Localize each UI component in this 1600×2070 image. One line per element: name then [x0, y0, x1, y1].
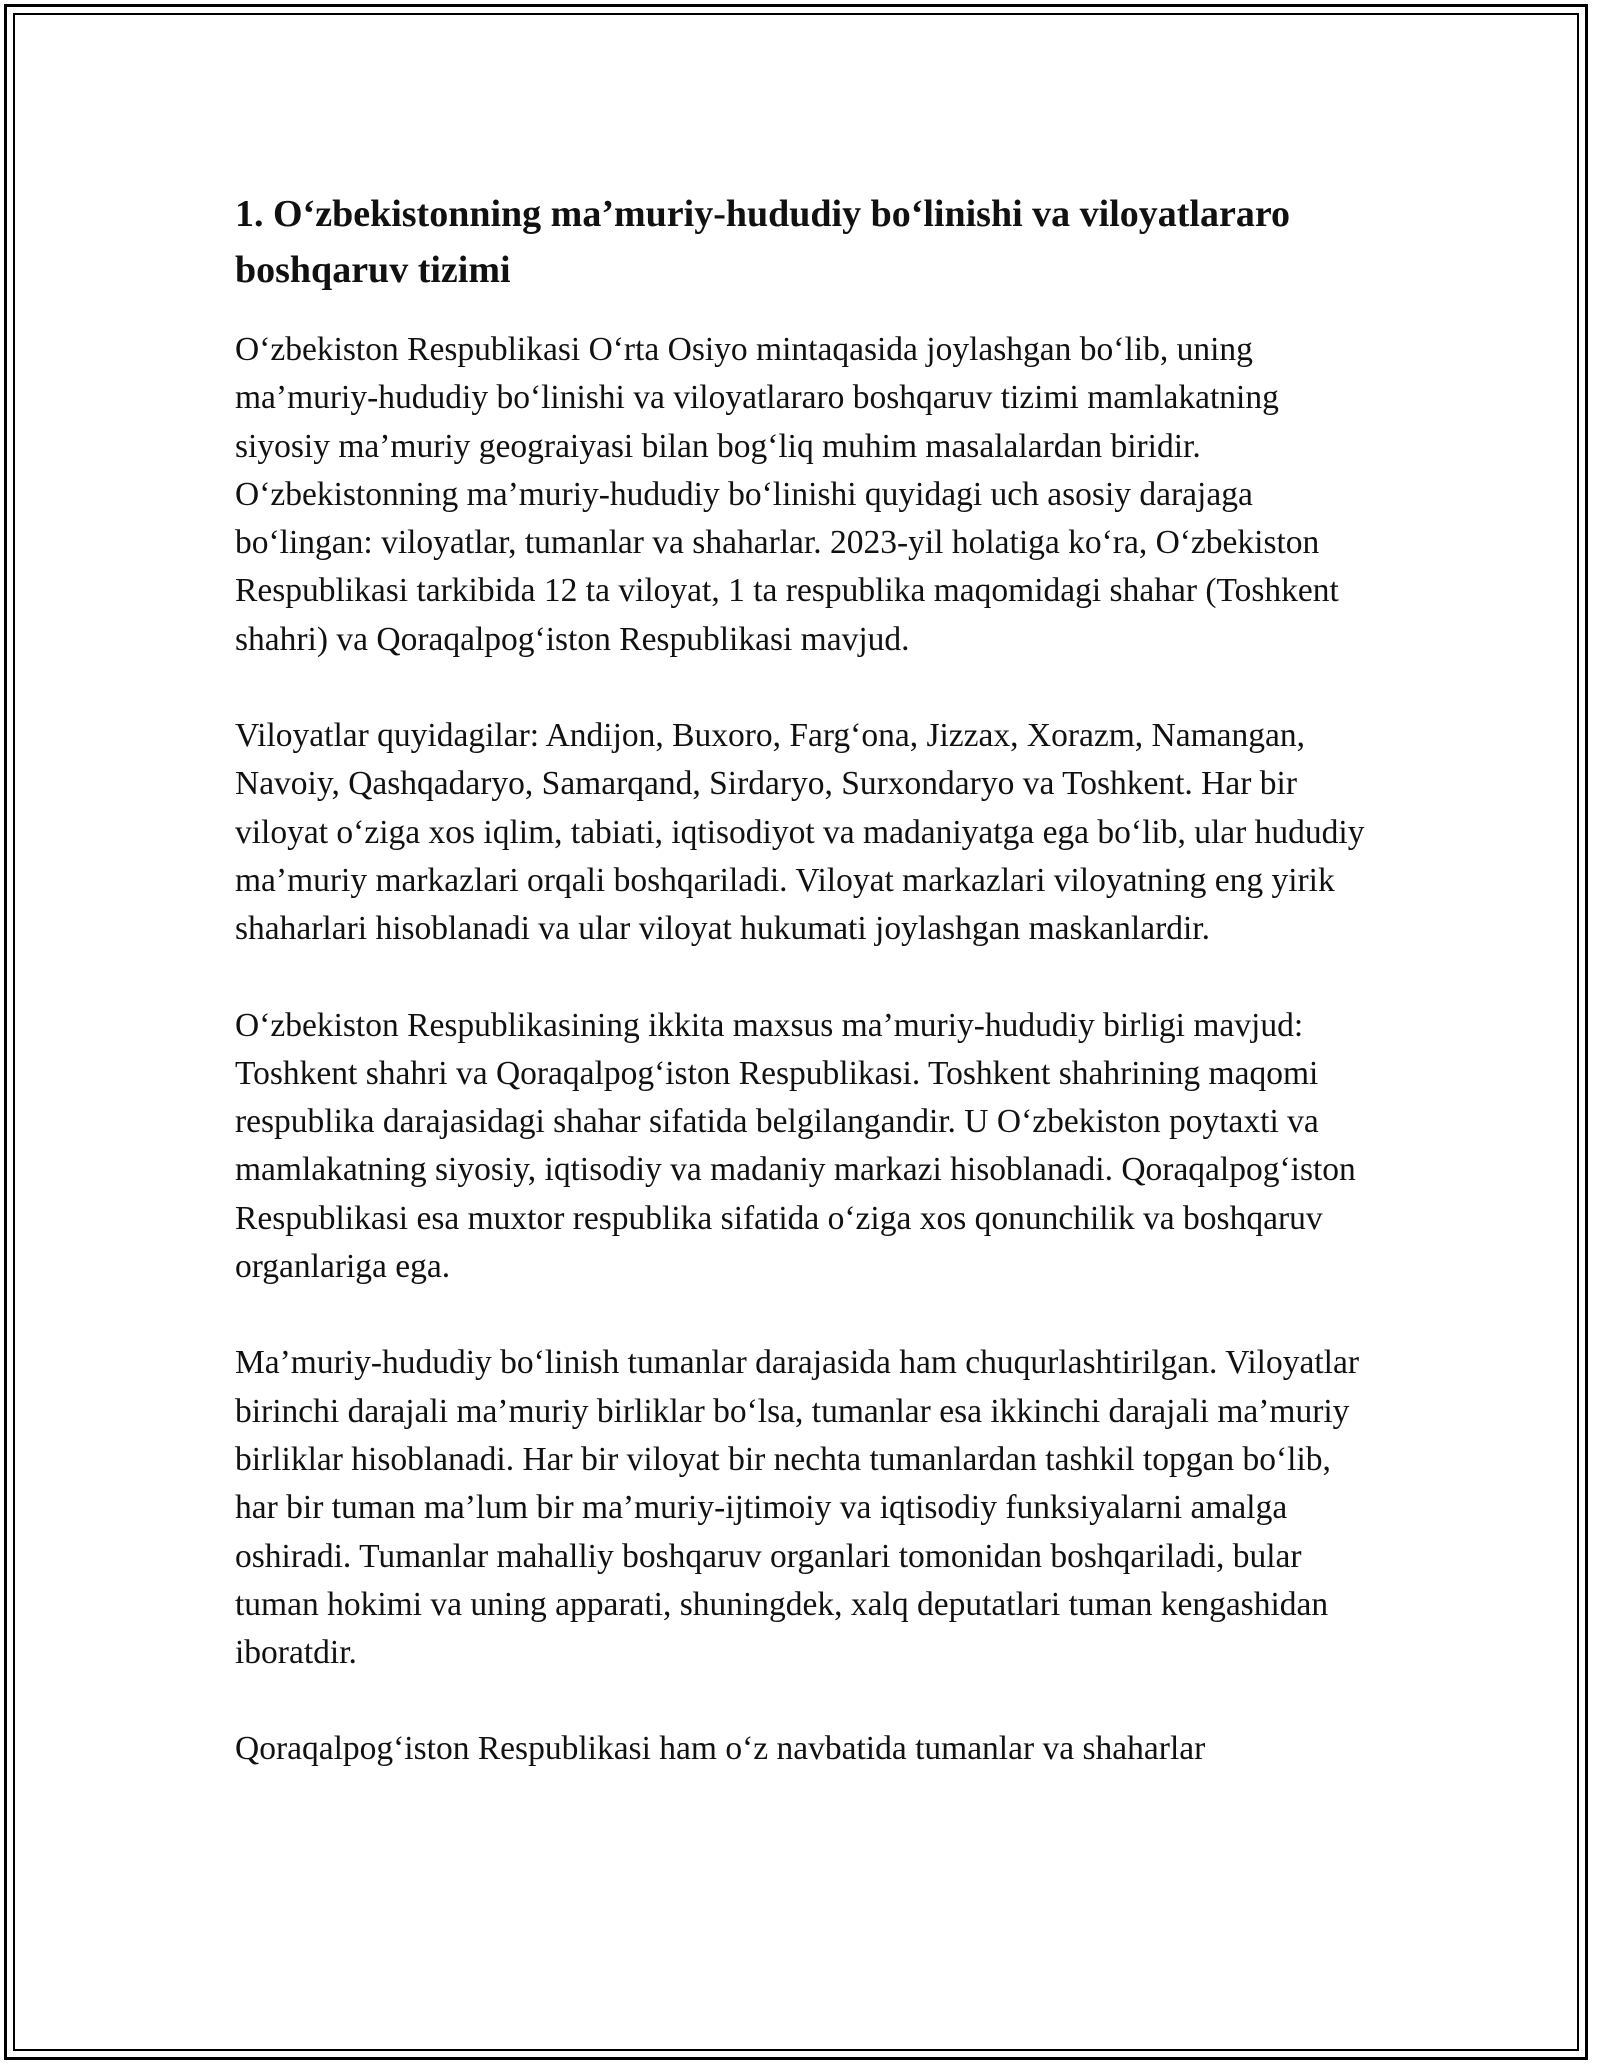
paragraph-regions: Viloyatlar quyidagilar: Andijon, Buxoro, Farg‘ona, Jizzax, Xorazm, Namangan, Navoiy, Qashqadaryo, Samarqand, Sirdaryo, Surxondaryo va Toshkent. Har bir viloyat o‘ziga xos iqlim, tabiati, iqtisodiyot va madaniyatga ega bo‘lib, ular hududiy ma’muriy markazlari orqali boshqariladi. Viloyat markazlari viloyatning eng yirik shaharlari hisoblanadi va ular viloyat hukumati joylashgan maskanlardir. — [235, 717, 1365, 948]
section-heading: 1. O‘zbekistonning ma’muriy-hududiy bo‘linishi va viloyatlararo boshqaruv tizimi — [235, 193, 1291, 291]
document-body — [235, 186, 1365, 1774]
paragraph-districts: Ma’muriy-hududiy bo‘linish tumanlar darajasida ham chuqurlashtirilgan. Viloyatlar birinchi darajali ma’muriy birliklar bo‘lsa, tumanlar esa ikkinchi darajali ma’muriy birliklar hisoblanadi. Har bir viloyat bir nechta tumanlardan tashkil topgan bo‘lib, har bir tuman ma’lum bir ma’muriy-ijtimoiy va iqtisodiy funksiyalarni amalga oshiradi. Tumanlar mahalliy boshqaruv organlari tomonidan boshqariladi, bular tuman hokimi va uning apparati, shuningdek, xalq deputatlari tuman kengashidan iboratdir. — [235, 1344, 1360, 1672]
paragraph-karakalpakstan: Qoraqalpog‘iston Respublikasi ham o‘z navbatida tumanlar va shaharlar — [235, 1730, 1206, 1768]
paragraph-special-units: O‘zbekiston Respublikasining ikkita maxsus ma’muriy-hududiy birligi mavjud: Toshkent shahri va Qoraqalpog‘iston Respublikasi. Toshkent shahrining maqomi respublika darajasidagi shahar sifatida belgilangandir. U O‘zbekiston poytaxti va mamlakatning siyosiy, iqtisodiy va madaniy markazi hisoblanadi. Qoraqalpog‘iston Respublikasi esa muxtor respublika sifatida o‘ziga xos qonunchilik va boshqaruv organlariga ega. — [235, 1006, 1356, 1286]
paragraph-intro: O‘zbekiston Respublikasi O‘rta Osiyo mintaqasida joylashgan bo‘lib, uning ma’muriy-hududiy bo‘linishi va viloyatlararo boshqaruv tizimi mamlakatning siyosiy ma’muriy geograiyasi bilan bog‘liq muhim masalalardan biridir. O‘zbekistonning ma’muriy-hududiy bo‘linishi quyidagi uch asosiy darajaga bo‘lingan: viloyatlar, tumanlar va shaharlar. 2023-yil holatiga ko‘ra, O‘zbekiston Respublikasi tarkibida 12 ta viloyat, 1 ta respublika maqomidagi shahar (Toshkent shahri) va Qoraqalpog‘iston Respublikasi mavjud. — [235, 331, 1339, 658]
